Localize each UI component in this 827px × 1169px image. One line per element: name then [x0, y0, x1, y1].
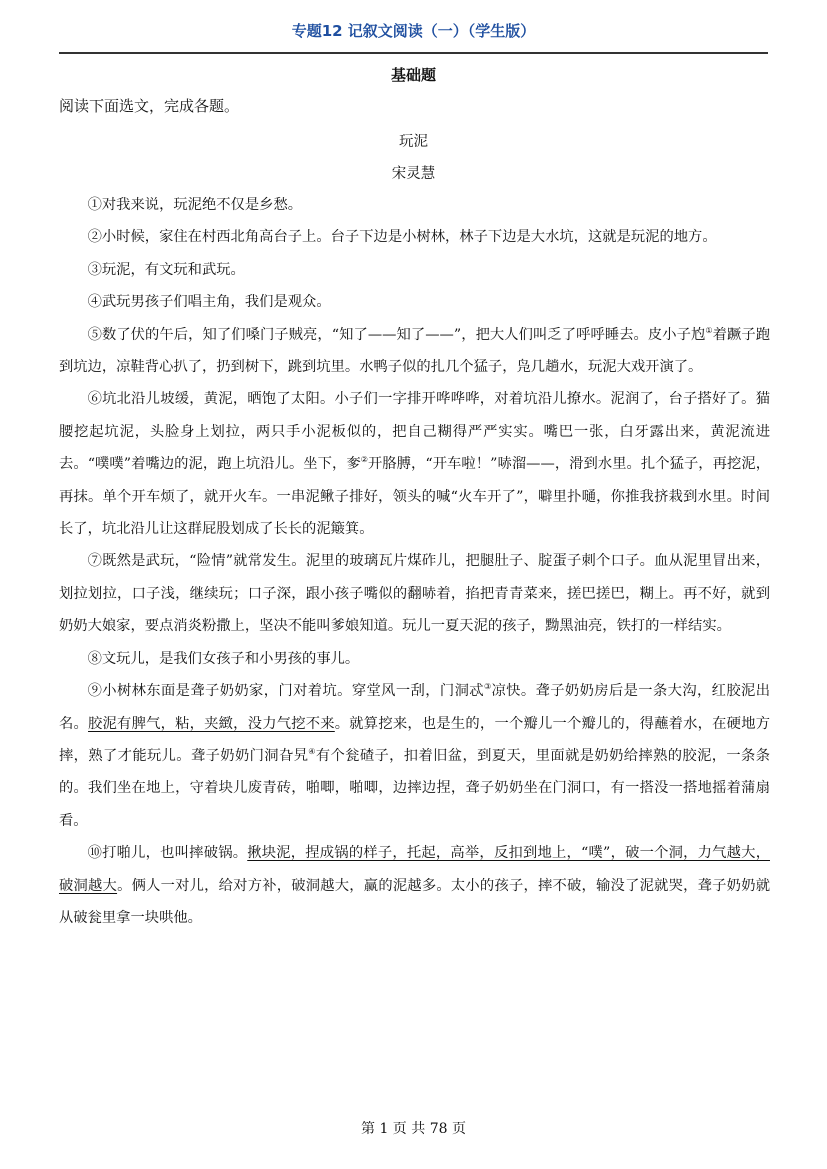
paragraph-3: ③玩泥，有文玩和武玩。	[87, 261, 245, 278]
paragraph-8: ⑧文玩儿，是我们女孩子和小男孩的事儿。	[87, 650, 360, 667]
underlined-sentence: 胶泥有脾气，粘，夹緻，没力气挖不来	[88, 715, 335, 732]
paragraph-1: ①对我来说，玩泥绝不仅是乡愁。	[87, 197, 303, 213]
document-header-title: 专题12 记叙文阅读（一）（学生版）	[291, 22, 536, 40]
paragraph-7: ⑦既然是武玩，“险情”就常发生。泥里的玻璃瓦片煤砟儿，把腿肚子、腚蛋子刺个口子。血从泥里冒出来，划拉划拉，口子浅，继续玩；口子深，跟小孩子嘴似的翻哧着，掐把青青菜来，搓巴搓巴，糊上。再不好，就到奶奶大娘家，要点消炎粉撒上，坚决不能叫爹娘知道。玩儿一夏天泥的孩子，黝黑油亮，铁打的一样结实。	[59, 553, 770, 635]
paragraph-5: ⑤数了伏的午后，知了们嗓门子贼亮，“知了——知了——”，把大人们叫乏了呼呼睡去。皮小子尥①着蹶子跑到坑边，凉鞋背心扒了，扔到树下，跳到坑里。水鸭子似的扎几个猛子，凫几趟水，玩泥大戏开演了。	[59, 325, 771, 376]
footnote-marker: ④	[308, 747, 316, 757]
article-author: 宋灵慧	[391, 166, 436, 182]
header-divider	[59, 52, 768, 54]
underlined-sentence: 揪块泥，捏成锅的样子，托起，高举，反扣到地上，“噗”，破一个洞，力气越大，破洞越大	[59, 845, 770, 894]
reading-instruction: 阅读下面选文，完成各题。	[59, 97, 240, 115]
paragraph-6: ⑥坑北沿儿坡缓，黄泥，晒饱了太阳。小子们一字排开哗哗哗，对着坑沿儿撩水。泥润了，台子搭好了。猫腰挖起坑泥，头脸身上划拉，两只手小泥板似的，把自己糊得严严实实。嘴巴一张，白牙露出来，黄泥流进去。“噗噗”着嘴边的泥，跑上坑沿儿。坐下，奓②开胳膊，“开车啦！”哧溜——，滑到水里。扎个猛子，再挖泥，再抹。单个开车烦了，就开火车。一串泥鳅子排好，领头的喊“火车开了”，噼里扑嗵，你推我挤栽到水里。时间长了，坑北沿儿让这群屁股划成了长长的泥簸箕。	[59, 391, 771, 538]
article-title: 玩泥	[399, 134, 428, 150]
paragraph-9: ⑨小树林东面是聋子奶奶家，门对着坑。穿堂风一刮，门洞忒③凉快。聋子奶奶房后是一条大沟，红胶泥出名。胶泥有脾气，粘，夹緻，没力气挖不来。就算挖来，也是生的，一个瓣儿一个瓣儿的，得蘸着水，在硬地方摔，熟了才能玩儿。聋子奶奶门洞旮旯④有个瓮碴子，扣着旧盆，到夏天，里面就是奶奶给摔熟的胶泥，一条条的。我们坐在地上，守着块儿废青砖，啪唧，啪唧，边摔边捏，聋子奶奶坐在门洞口，有一搭没一搭地摇着蒲扇看。	[59, 682, 771, 829]
footnote-marker: ③	[483, 682, 492, 692]
article-body	[59, 189, 770, 934]
paragraph-4: ④武玩男孩子们唱主角，我们是观众。	[87, 294, 331, 311]
footnote-marker: ②	[360, 455, 368, 465]
footnote-marker: ①	[705, 325, 713, 335]
section-heading: 基础题	[390, 66, 436, 84]
page-number: 第 1 页 共 78 页	[361, 1121, 466, 1137]
paragraph-10: ⑩打啪儿，也叫摔破锅。揪块泥，捏成锅的样子，托起，高举，反扣到地上，“噗”，破一个洞，力气越大，破洞越大。俩人一对儿，给对方补，破洞越大，赢的泥越多。太小的孩子，摔不破，输没了泥就哭，聋子奶奶就从破瓮里拿一块哄他。	[59, 845, 770, 926]
paragraph-2: ②小时候，家住在村西北角高台子上。台子下边是小树林，林子下边是大水坑，这就是玩泥的地方。	[87, 229, 717, 246]
